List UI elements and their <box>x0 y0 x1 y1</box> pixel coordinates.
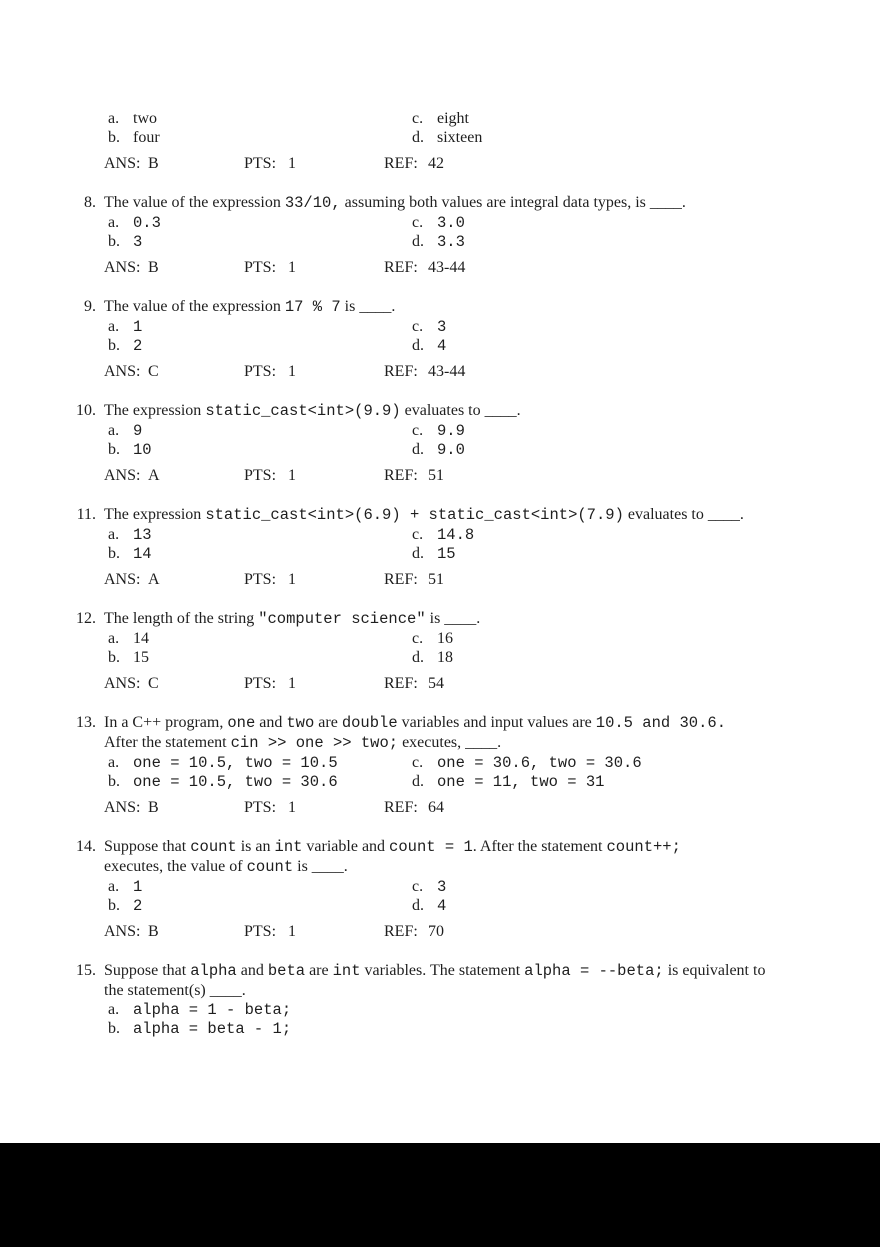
option-letter: a. <box>108 754 120 771</box>
ans-cell <box>104 258 244 277</box>
text-segment-mono: two <box>286 714 315 732</box>
ref-value: 51 <box>428 467 444 484</box>
questions-container <box>76 109 880 1038</box>
option-text: 3 <box>133 233 143 251</box>
pts-value: 1 <box>288 155 296 172</box>
ans-value: B <box>148 923 159 940</box>
question-text <box>104 961 880 1000</box>
question-block <box>76 401 880 485</box>
options-left <box>108 317 412 355</box>
text-segment-serif: evaluates to ____. <box>400 402 521 419</box>
ref-cell <box>384 922 444 941</box>
option-item <box>412 317 446 336</box>
text-segment-mono: count = 1 <box>389 838 473 856</box>
option-letter: c. <box>412 754 424 771</box>
option-item <box>108 629 412 648</box>
option-item <box>412 877 446 896</box>
pts-cell <box>244 570 384 589</box>
option-letter: d. <box>412 897 424 914</box>
ans-label: ANS: <box>104 363 141 380</box>
options-left <box>108 1000 412 1038</box>
options <box>108 753 880 791</box>
question-text <box>104 297 880 317</box>
text-segment-serif: Suppose that <box>104 838 191 855</box>
text-segment-mono: double <box>341 714 398 732</box>
ref-value: 42 <box>428 155 444 172</box>
question-number: 12. <box>76 610 96 627</box>
options-right <box>412 317 446 355</box>
text-segment-mono: one <box>227 714 256 732</box>
options-left <box>108 877 412 915</box>
option-item <box>108 213 412 232</box>
ans-cell <box>104 570 244 589</box>
option-item <box>412 336 446 355</box>
pts-label: PTS: <box>244 675 277 692</box>
option-letter: b. <box>108 1020 120 1037</box>
option-item <box>412 648 453 667</box>
pts-cell <box>244 466 384 485</box>
option-text: 14 <box>133 545 152 563</box>
question-number: 15. <box>76 962 96 979</box>
option-letter: a. <box>108 110 120 127</box>
option-text: 14.8 <box>437 526 475 544</box>
pts-value: 1 <box>288 799 296 816</box>
text-segment-mono: int <box>332 962 361 980</box>
option-item <box>108 336 412 355</box>
option-item <box>412 629 453 648</box>
text-segment-serif: is ____. <box>425 610 481 627</box>
options-left <box>108 629 412 667</box>
question-block <box>76 713 880 817</box>
text-segment-mono: count <box>190 838 237 856</box>
pts-cell <box>244 154 384 173</box>
text-segment-serif: is ____. <box>293 858 348 875</box>
options <box>108 109 880 147</box>
text-segment-serif: are <box>314 714 342 731</box>
option-letter: c. <box>412 878 424 895</box>
ans-cell <box>104 154 244 173</box>
option-item <box>108 421 412 440</box>
option-text: alpha = 1 - beta; <box>133 1001 292 1019</box>
option-item <box>108 525 412 544</box>
ref-label: REF: <box>384 363 418 380</box>
option-item <box>108 317 412 336</box>
option-text: 16 <box>437 630 453 647</box>
text-segment-serif: variables. The statement <box>360 962 525 979</box>
option-text: 10 <box>133 441 152 459</box>
text-segment-mono: cin >> one >> two; <box>230 734 399 752</box>
option-item <box>108 877 412 896</box>
option-text: 18 <box>437 649 453 666</box>
question-block <box>104 109 880 173</box>
ref-value: 43-44 <box>428 363 466 380</box>
option-letter: a. <box>108 526 120 543</box>
option-letter: b. <box>108 233 120 250</box>
option-text: 4 <box>437 337 447 355</box>
question-text-line <box>104 981 880 1000</box>
option-letter: b. <box>108 129 120 146</box>
text-segment-serif: evaluates to ____. <box>623 506 744 523</box>
option-text: 13 <box>133 526 152 544</box>
text-segment-mono: alpha <box>190 962 237 980</box>
option-item <box>412 232 465 251</box>
pts-label: PTS: <box>244 363 277 380</box>
question-block <box>76 609 880 693</box>
ref-cell <box>384 362 465 381</box>
text-segment-serif: the statement(s) ____. <box>104 982 246 999</box>
ans-value: C <box>148 675 159 692</box>
pts-value: 1 <box>288 675 296 692</box>
question-text-line <box>104 505 880 525</box>
ref-label: REF: <box>384 675 418 692</box>
options <box>108 317 880 355</box>
option-text: 14 <box>133 630 149 647</box>
option-text: 3 <box>437 318 447 336</box>
text-segment-serif: . After the statement <box>472 838 607 855</box>
text-segment-serif: The value of the expression <box>104 298 285 315</box>
option-text: 3.3 <box>437 233 465 251</box>
question-text-line <box>104 193 880 213</box>
text-segment-serif: After the statement <box>104 734 231 751</box>
question-block <box>76 505 880 589</box>
ans-label: ANS: <box>104 259 141 276</box>
pts-label: PTS: <box>244 923 277 940</box>
option-item <box>412 753 642 772</box>
question-number: 11. <box>76 506 96 523</box>
answer-row <box>104 674 880 693</box>
question-text-line <box>104 401 880 421</box>
question-number: 8. <box>84 194 96 211</box>
text-segment-serif: In a C++ program, <box>104 714 228 731</box>
ref-cell <box>384 798 444 817</box>
ans-label: ANS: <box>104 571 141 588</box>
option-text: sixteen <box>437 129 483 146</box>
answer-row <box>104 570 880 589</box>
option-letter: c. <box>412 214 424 231</box>
ans-label: ANS: <box>104 155 141 172</box>
ans-value: B <box>148 155 159 172</box>
option-letter: c. <box>412 318 424 335</box>
pts-value: 1 <box>288 923 296 940</box>
pts-cell <box>244 258 384 277</box>
option-text: 15 <box>437 545 456 563</box>
options-right <box>412 629 453 667</box>
pts-label: PTS: <box>244 259 277 276</box>
ans-value: C <box>148 363 159 380</box>
bottom-black-bar <box>0 1143 880 1247</box>
pts-label: PTS: <box>244 571 277 588</box>
ans-value: B <box>148 259 159 276</box>
options <box>108 213 880 251</box>
ans-label: ANS: <box>104 923 141 940</box>
options-right <box>412 213 465 251</box>
option-text: eight <box>437 110 469 127</box>
ans-cell <box>104 362 244 381</box>
options <box>108 629 880 667</box>
options-right <box>412 109 482 147</box>
option-letter: d. <box>412 337 424 354</box>
option-letter: a. <box>108 318 120 335</box>
text-segment-mono: beta <box>267 962 306 980</box>
ref-value: 54 <box>428 675 444 692</box>
option-text: 15 <box>133 649 149 666</box>
ref-cell <box>384 570 444 589</box>
option-item <box>108 109 412 128</box>
text-segment-serif: is an <box>236 838 275 855</box>
option-letter: b. <box>108 337 120 354</box>
options-left <box>108 109 412 147</box>
option-item <box>108 232 412 251</box>
option-item <box>412 772 642 791</box>
question-text-line <box>104 609 880 629</box>
options-right <box>412 525 474 563</box>
option-item <box>412 109 482 128</box>
option-text: 1 <box>133 318 143 336</box>
ref-value: 64 <box>428 799 444 816</box>
option-letter: c. <box>412 422 424 439</box>
option-letter: b. <box>108 897 120 914</box>
ref-cell <box>384 674 444 693</box>
option-item <box>412 525 474 544</box>
ref-label: REF: <box>384 467 418 484</box>
ref-value: 51 <box>428 571 444 588</box>
ans-value: B <box>148 799 159 816</box>
option-letter: b. <box>108 649 120 666</box>
ref-label: REF: <box>384 155 418 172</box>
answer-row <box>104 258 880 277</box>
text-segment-mono: 17 % 7 <box>284 298 341 316</box>
text-segment-serif: variable and <box>302 838 390 855</box>
option-text: 2 <box>133 897 143 915</box>
options-right <box>412 877 446 915</box>
text-segment-mono: static_cast<int>(6.9) + static_cast<int>(7.9) <box>205 506 624 524</box>
question-number: 13. <box>76 714 96 731</box>
ref-value: 70 <box>428 923 444 940</box>
option-item <box>108 648 412 667</box>
text-segment-serif: The expression <box>104 506 206 523</box>
ans-value: A <box>148 571 160 588</box>
option-letter: b. <box>108 545 120 562</box>
options-left <box>108 421 412 459</box>
option-letter: b. <box>108 441 120 458</box>
text-segment-mono: count++; <box>606 838 681 856</box>
option-item <box>108 753 412 772</box>
option-item <box>108 896 412 915</box>
question-block <box>76 961 880 1038</box>
text-segment-mono: "computer science" <box>258 610 426 628</box>
ans-label: ANS: <box>104 467 141 484</box>
question-number: 10. <box>76 402 96 419</box>
question-text-line <box>104 857 880 877</box>
pts-value: 1 <box>288 363 296 380</box>
option-letter: d. <box>412 233 424 250</box>
option-letter: c. <box>412 526 424 543</box>
pts-cell <box>244 362 384 381</box>
text-segment-mono: count <box>246 858 294 876</box>
question-text-line <box>104 961 880 981</box>
text-segment-serif: are <box>305 962 333 979</box>
question-text <box>104 837 880 877</box>
question-number: 9. <box>84 298 96 315</box>
question-text <box>104 505 880 525</box>
pts-value: 1 <box>288 571 296 588</box>
option-text: one = 11, two = 31 <box>437 773 605 791</box>
pts-label: PTS: <box>244 155 277 172</box>
question-block <box>84 297 880 381</box>
option-text: 9 <box>133 422 143 440</box>
question-text <box>104 401 880 421</box>
text-segment-serif: The value of the expression <box>104 194 285 211</box>
text-segment-serif: and <box>255 714 287 731</box>
option-text: 0.3 <box>133 214 161 232</box>
ref-label: REF: <box>384 799 418 816</box>
text-segment-serif: executes, the value of <box>104 858 247 875</box>
option-text: 2 <box>133 337 143 355</box>
option-letter: d. <box>412 129 424 146</box>
option-letter: d. <box>412 441 424 458</box>
text-segment-serif: executes, ____. <box>398 734 502 751</box>
option-letter: d. <box>412 773 424 790</box>
text-segment-serif: variables and input values are <box>397 714 596 731</box>
ref-cell <box>384 258 465 277</box>
option-letter: a. <box>108 214 120 231</box>
text-segment-serif: is equivalent to <box>663 962 766 979</box>
option-item <box>412 896 446 915</box>
pts-cell <box>244 922 384 941</box>
ref-cell <box>384 154 444 173</box>
pts-cell <box>244 798 384 817</box>
option-item <box>412 440 465 459</box>
options-left <box>108 753 412 791</box>
option-item <box>108 772 412 791</box>
option-text: four <box>133 129 160 146</box>
question-block <box>76 837 880 941</box>
question-text-line <box>104 733 880 753</box>
ref-label: REF: <box>384 923 418 940</box>
option-text: 3.0 <box>437 214 465 232</box>
option-text: 1 <box>133 878 143 896</box>
options-right <box>412 421 465 459</box>
option-letter: c. <box>412 630 424 647</box>
option-item <box>108 1019 412 1038</box>
option-item <box>108 440 412 459</box>
option-text: 9.9 <box>437 422 465 440</box>
answer-row <box>104 362 880 381</box>
options <box>108 1000 880 1038</box>
options-right <box>412 753 642 791</box>
ref-value: 43-44 <box>428 259 466 276</box>
question-text-line <box>104 713 880 733</box>
text-segment-mono: 33/10, <box>284 194 341 212</box>
option-item <box>108 544 412 563</box>
options <box>108 421 880 459</box>
answer-row <box>104 798 880 817</box>
question-block <box>84 193 880 277</box>
pts-cell <box>244 674 384 693</box>
option-letter: a. <box>108 878 120 895</box>
ans-value: A <box>148 467 160 484</box>
option-text: alpha = beta - 1; <box>133 1020 292 1038</box>
option-letter: d. <box>412 649 424 666</box>
question-number: 14. <box>76 838 96 855</box>
text-segment-serif: Suppose that <box>104 962 191 979</box>
option-item <box>412 213 465 232</box>
ans-cell <box>104 798 244 817</box>
ref-cell <box>384 466 444 485</box>
option-letter: d. <box>412 545 424 562</box>
ans-label: ANS: <box>104 675 141 692</box>
option-item <box>108 128 412 147</box>
option-item <box>108 1000 412 1019</box>
option-item <box>412 421 465 440</box>
pts-value: 1 <box>288 467 296 484</box>
text-segment-mono: alpha = --beta; <box>524 962 664 980</box>
options <box>108 877 880 915</box>
text-segment-serif: The expression <box>104 402 206 419</box>
option-text: one = 10.5, two = 30.6 <box>133 773 338 791</box>
option-letter: a. <box>108 422 120 439</box>
pts-label: PTS: <box>244 799 277 816</box>
pts-value: 1 <box>288 259 296 276</box>
text-segment-serif: is ____. <box>340 298 396 315</box>
ans-cell <box>104 674 244 693</box>
answer-row <box>104 922 880 941</box>
question-text <box>104 609 880 629</box>
options-left <box>108 525 412 563</box>
ans-cell <box>104 466 244 485</box>
option-text: two <box>133 110 157 127</box>
options-left <box>108 213 412 251</box>
option-text: one = 30.6, two = 30.6 <box>437 754 642 772</box>
option-item <box>412 128 482 147</box>
option-letter: a. <box>108 630 120 647</box>
pts-label: PTS: <box>244 467 277 484</box>
text-segment-serif: The length of the string <box>104 610 259 627</box>
option-item <box>412 544 474 563</box>
text-segment-mono: static_cast<int>(9.9) <box>205 402 401 420</box>
ref-label: REF: <box>384 571 418 588</box>
option-letter: a. <box>108 1001 120 1018</box>
text-segment-serif: and <box>236 962 268 979</box>
question-text <box>104 193 880 213</box>
option-text: 9.0 <box>437 441 465 459</box>
options <box>108 525 880 563</box>
text-segment-mono: 10.5 and 30.6. <box>595 714 727 732</box>
ans-cell <box>104 922 244 941</box>
text-segment-serif: assuming both values are integral data types, is ____. <box>340 194 686 211</box>
answer-row <box>104 466 880 485</box>
question-text <box>104 713 880 753</box>
question-text-line <box>104 837 880 857</box>
option-letter: c. <box>412 110 424 127</box>
question-text-line <box>104 297 880 317</box>
ref-label: REF: <box>384 259 418 276</box>
answer-row <box>104 154 880 173</box>
ans-label: ANS: <box>104 799 141 816</box>
option-letter: b. <box>108 773 120 790</box>
option-text: 4 <box>437 897 447 915</box>
option-text: one = 10.5, two = 10.5 <box>133 754 338 772</box>
option-text: 3 <box>437 878 447 896</box>
text-segment-mono: int <box>274 838 303 856</box>
